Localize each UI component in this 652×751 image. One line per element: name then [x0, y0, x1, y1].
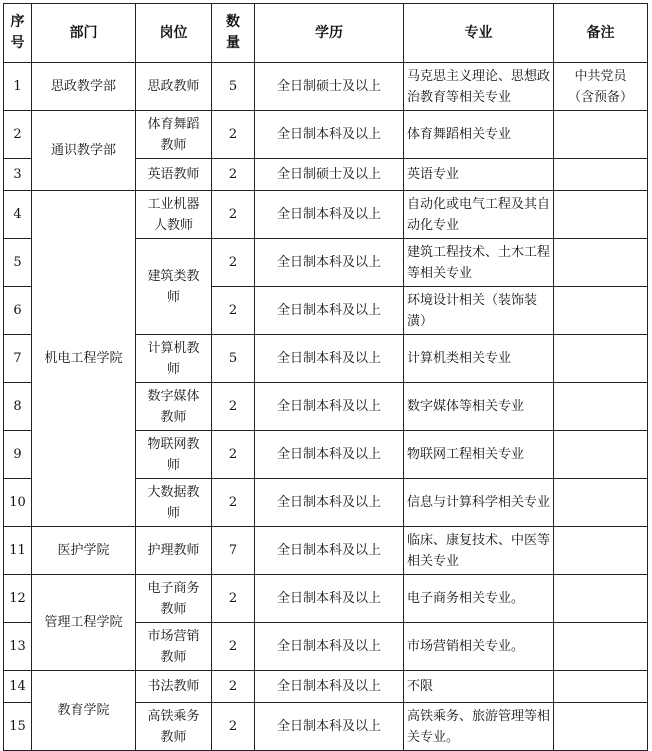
- cell-major: 市场营销相关专业。: [404, 623, 554, 671]
- cell-major: 信息与计算科学相关专业: [404, 479, 554, 527]
- cell-note: [554, 191, 648, 239]
- cell-no: 12: [4, 575, 32, 623]
- header-dept: 部门: [32, 4, 136, 63]
- cell-position: 建筑类教师: [136, 239, 212, 335]
- cell-count: 2: [212, 623, 255, 671]
- header-row: [4, 4, 648, 63]
- cell-position: 大数据教师: [136, 479, 212, 527]
- cell-education: 全日制本科及以上: [255, 191, 404, 239]
- cell-major: 不限: [404, 671, 554, 703]
- header-no: 序号: [4, 4, 32, 63]
- cell-no: 2: [4, 111, 32, 159]
- cell-education: 全日制本科及以上: [255, 623, 404, 671]
- cell-dept: 机电工程学院: [32, 191, 136, 527]
- cell-no: 13: [4, 623, 32, 671]
- cell-dept: 医护学院: [32, 527, 136, 575]
- cell-position: 思政教师: [136, 63, 212, 111]
- cell-note: [554, 111, 648, 159]
- cell-education: 全日制硕士及以上: [255, 159, 404, 191]
- cell-major: 马克思主义理论、思想政治教育等相关专业: [404, 63, 554, 111]
- cell-dept: 管理工程学院: [32, 575, 136, 671]
- cell-education: 全日制本科及以上: [255, 671, 404, 703]
- cell-dept: 通识教学部: [32, 111, 136, 191]
- cell-count: 2: [212, 191, 255, 239]
- cell-no: 1: [4, 63, 32, 111]
- cell-major: 体育舞蹈相关专业: [404, 111, 554, 159]
- cell-education: 全日制本科及以上: [255, 527, 404, 575]
- cell-major: 建筑工程技术、土木工程等相关专业: [404, 239, 554, 287]
- cell-position: 书法教师: [136, 671, 212, 703]
- cell-position: 工业机器人教师: [136, 191, 212, 239]
- cell-note: [554, 239, 648, 287]
- cell-count: 2: [212, 383, 255, 431]
- header-note: 备注: [554, 4, 648, 63]
- header-education: 学历: [255, 4, 404, 63]
- cell-position: 体育舞蹈教师: [136, 111, 212, 159]
- cell-note: [554, 575, 648, 623]
- cell-note: 中共党员（含预备）: [554, 63, 648, 111]
- cell-education: 全日制本科及以上: [255, 239, 404, 287]
- cell-position: 高铁乘务教师: [136, 703, 212, 751]
- cell-count: 2: [212, 703, 255, 751]
- cell-count: 2: [212, 671, 255, 703]
- cell-education: 全日制本科及以上: [255, 575, 404, 623]
- cell-major: 电子商务相关专业。: [404, 575, 554, 623]
- cell-education: 全日制硕士及以上: [255, 63, 404, 111]
- cell-count: 2: [212, 479, 255, 527]
- cell-dept: 思政教学部: [32, 63, 136, 111]
- cell-count: 2: [212, 159, 255, 191]
- recruitment-table: [3, 3, 648, 751]
- cell-major: 临床、康复技术、中医等相关专业: [404, 527, 554, 575]
- cell-no: 9: [4, 431, 32, 479]
- cell-note: [554, 527, 648, 575]
- cell-major: 数字媒体等相关专业: [404, 383, 554, 431]
- cell-education: 全日制本科及以上: [255, 703, 404, 751]
- cell-note: [554, 287, 648, 335]
- cell-no: 11: [4, 527, 32, 575]
- header-count: 数量: [212, 4, 255, 63]
- cell-education: 全日制本科及以上: [255, 335, 404, 383]
- cell-position: 数字媒体教师: [136, 383, 212, 431]
- table-row: [4, 191, 648, 239]
- cell-note: [554, 479, 648, 527]
- cell-major: 英语专业: [404, 159, 554, 191]
- cell-no: 15: [4, 703, 32, 751]
- header-major: 专业: [404, 4, 554, 63]
- cell-position: 物联网教师: [136, 431, 212, 479]
- table-row: [4, 111, 648, 159]
- cell-count: 2: [212, 575, 255, 623]
- cell-no: 4: [4, 191, 32, 239]
- cell-note: [554, 703, 648, 751]
- cell-count: 5: [212, 335, 255, 383]
- cell-no: 6: [4, 287, 32, 335]
- cell-major: 计算机类相关专业: [404, 335, 554, 383]
- cell-no: 5: [4, 239, 32, 287]
- cell-major: 环境设计相关（装饰装潢）: [404, 287, 554, 335]
- cell-no: 7: [4, 335, 32, 383]
- cell-note: [554, 335, 648, 383]
- cell-count: 2: [212, 287, 255, 335]
- cell-education: 全日制本科及以上: [255, 431, 404, 479]
- header-position: 岗位: [136, 4, 212, 63]
- cell-count: 5: [212, 63, 255, 111]
- cell-education: 全日制本科及以上: [255, 287, 404, 335]
- cell-position: 电子商务教师: [136, 575, 212, 623]
- cell-dept: 教育学院: [32, 671, 136, 751]
- cell-position: 英语教师: [136, 159, 212, 191]
- cell-position: 护理教师: [136, 527, 212, 575]
- cell-major: 自动化或电气工程及其自动化专业: [404, 191, 554, 239]
- cell-note: [554, 431, 648, 479]
- cell-note: [554, 671, 648, 703]
- table-row: [4, 63, 648, 111]
- cell-position: 市场营销教师: [136, 623, 212, 671]
- cell-education: 全日制本科及以上: [255, 479, 404, 527]
- cell-major: 物联网工程相关专业: [404, 431, 554, 479]
- table-row: [4, 671, 648, 703]
- cell-no: 14: [4, 671, 32, 703]
- cell-position: 计算机教师: [136, 335, 212, 383]
- table-row: [4, 575, 648, 623]
- cell-note: [554, 383, 648, 431]
- cell-no: 3: [4, 159, 32, 191]
- cell-no: 8: [4, 383, 32, 431]
- cell-education: 全日制本科及以上: [255, 383, 404, 431]
- cell-no: 10: [4, 479, 32, 527]
- cell-count: 2: [212, 431, 255, 479]
- cell-count: 2: [212, 111, 255, 159]
- cell-major: 高铁乘务、旅游管理等相关专业。: [404, 703, 554, 751]
- cell-count: 2: [212, 239, 255, 287]
- cell-count: 7: [212, 527, 255, 575]
- cell-note: [554, 159, 648, 191]
- table-row: [4, 527, 648, 575]
- cell-note: [554, 623, 648, 671]
- cell-education: 全日制本科及以上: [255, 111, 404, 159]
